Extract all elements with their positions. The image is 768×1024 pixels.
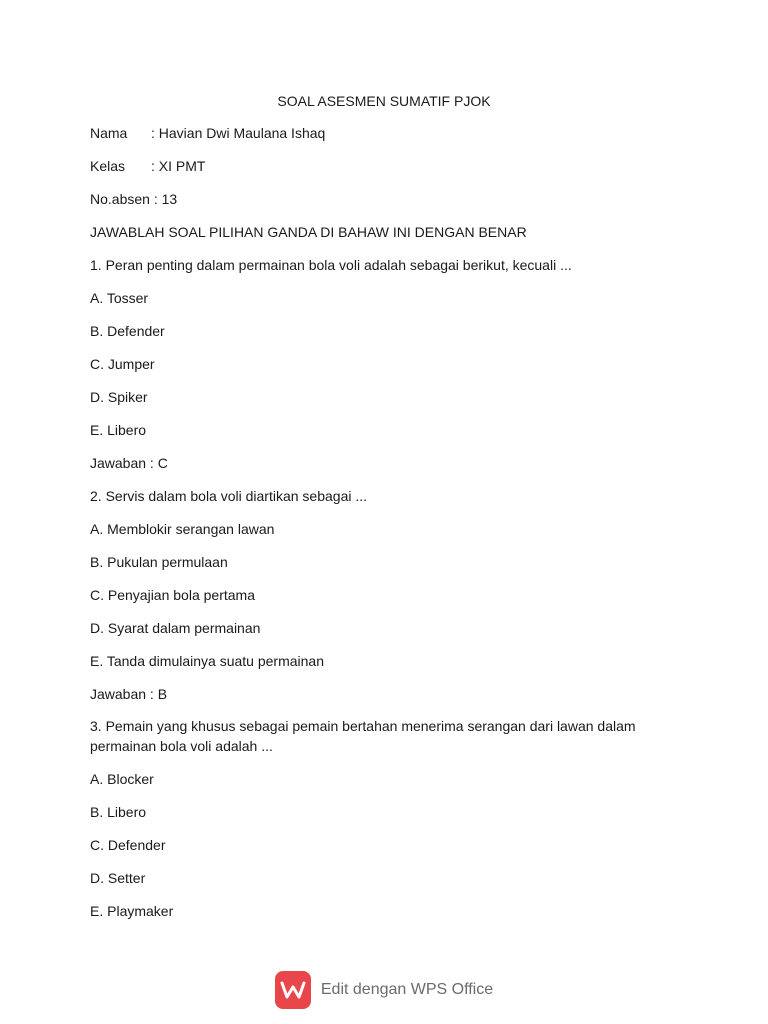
q2-answer: Jawaban : B (90, 686, 168, 702)
class-field (90, 157, 205, 175)
class-value: : XI PMT (151, 158, 206, 174)
wps-office-icon[interactable] (275, 971, 311, 1009)
q2-option-d: D. Syarat dalam permainan (90, 620, 261, 636)
document-title: SOAL ASESMEN SUMATIF PJOK (277, 93, 491, 109)
q2-option-b: B. Pukulan permulaan (90, 554, 228, 570)
name-label: Nama (90, 125, 128, 141)
q1-option-d: D. Spiker (90, 389, 148, 405)
question-1: 1. Peran penting dalam permainan bola voli adalah sebagai berikut, kecuali ... (90, 257, 572, 273)
q2-option-c: C. Penyajian bola pertama (90, 587, 255, 603)
wps-w-icon (280, 979, 306, 1001)
q2-option-a: A. Memblokir serangan lawan (90, 521, 275, 537)
q1-option-b: B. Defender (90, 323, 165, 339)
question-3: 3. Pemain yang khusus sebagai pemain bertahan menerima serangan dari lawan dalam permainan bola voli adalah ... (90, 718, 636, 754)
instruction-text: JAWABLAH SOAL PILIHAN GANDA DI BAHAW INI DENGAN BENAR (90, 224, 527, 240)
q3-option-c: C. Defender (90, 837, 166, 853)
q3-option-a: A. Blocker (90, 771, 154, 787)
q1-option-c: C. Jumper (90, 356, 155, 372)
class-label: Kelas (90, 158, 126, 174)
q2-option-e: E. Tanda dimulainya suatu permainan (90, 653, 325, 669)
q3-option-b: B. Libero (90, 804, 147, 820)
edit-with-wps-link[interactable]: Edit dengan WPS Office (320, 981, 494, 998)
q3-option-d: D. Setter (90, 870, 146, 886)
question-2: 2. Servis dalam bola voli diartikan sebagai ... (90, 488, 368, 504)
name-field (90, 124, 325, 142)
q1-answer: Jawaban : C (90, 455, 168, 471)
q1-option-e: E. Libero (90, 422, 147, 438)
wps-footer[interactable] (0, 970, 768, 1010)
q3-option-e: E. Playmaker (90, 903, 174, 919)
name-value: : Havian Dwi Maulana Ishaq (151, 125, 326, 141)
absen-field: No.absen : 13 (90, 191, 178, 207)
q1-option-a: A. Tosser (90, 290, 149, 306)
